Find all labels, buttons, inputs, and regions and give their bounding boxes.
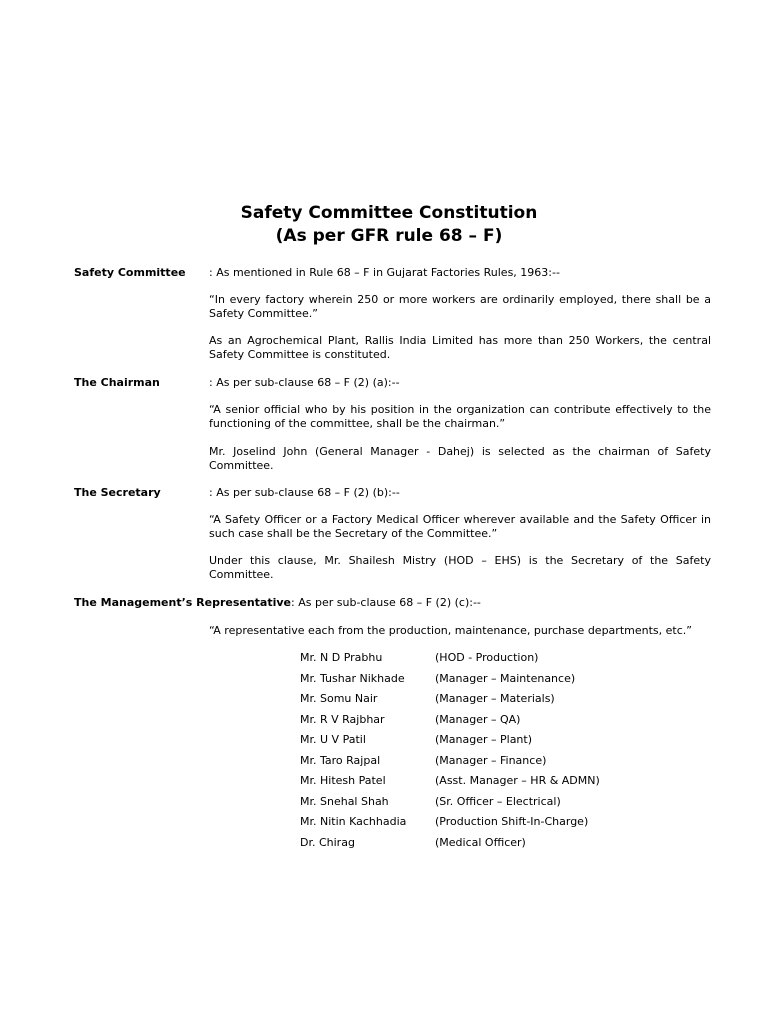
member-role: (Manager – Finance)	[435, 753, 547, 767]
member-role: (Asst. Manager – HR & ADMN)	[435, 774, 600, 787]
chairman-note: Mr. Joselind John (General Manager - Dahej) is selected as the chairman of Safety Committee.	[209, 445, 711, 472]
member-name: Mr. Snehal Shah	[300, 794, 389, 808]
page-title	[0, 202, 768, 248]
member-role: (Manager – Maintenance)	[435, 671, 576, 685]
chairman-intro: : As per sub-clause 68 – F (2) (a):--	[209, 376, 400, 389]
member-name: Mr. N D Prabhu	[300, 651, 383, 664]
member-role: (Manager – QA)	[435, 712, 521, 726]
member-name: Mr. Hitesh Patel	[300, 774, 386, 787]
section-label-chairman: The Chairman	[74, 376, 160, 389]
section-label-safety-committee: Safety Committee	[74, 266, 186, 279]
member-name: Mr. R V Rajbhar	[300, 712, 385, 726]
member-name: Mr. U V Patil	[300, 733, 366, 746]
member-role: (Production Shift-In-Charge)	[435, 815, 589, 828]
member-name: Mr. Tushar Nikhade	[300, 671, 405, 685]
member-name: Mr. Somu Nair	[300, 692, 378, 705]
section-label-secretary: The Secretary	[74, 486, 161, 499]
management-intro: : As per sub-clause 68 – F (2) (c):--	[291, 596, 481, 609]
chairman-quote: “A senior official who by his position in the organization can contribute effectively to the functioning of the committee, shall be the chairman.”	[209, 403, 711, 430]
member-role: (Sr. Officer – Electrical)	[435, 794, 561, 808]
title-line-2: (As per GFR rule 68 – F)	[275, 226, 503, 246]
member-name: Dr. Chirag	[300, 835, 355, 849]
member-role: (Manager – Materials)	[435, 692, 555, 705]
management-quote: “A representative each from the production, maintenance, purchase departments, etc.”	[209, 624, 692, 637]
member-role: (Medical Officer)	[435, 835, 526, 849]
secretary-intro: : As per sub-clause 68 – F (2) (b):--	[209, 486, 400, 499]
member-role: (Manager – Plant)	[435, 733, 533, 746]
member-role: (HOD - Production)	[435, 651, 539, 664]
secretary-note: Under this clause, Mr. Shailesh Mistry (HOD – EHS) is the Secretary of the Safety Committee.	[209, 554, 711, 581]
member-name: Mr. Taro Rajpal	[300, 753, 381, 767]
management-lead	[74, 596, 481, 610]
title-line-1: Safety Committee Constitution	[240, 203, 538, 223]
secretary-quote: “A Safety Officer or a Factory Medical Officer wherever available and the Safety Officer in such case shall be the Secretary of the Committee.”	[209, 513, 711, 540]
committee-quote: “In every factory wherein 250 or more workers are ordinarily employed, there shall be a Safety Committee.”	[209, 293, 711, 320]
section-label-management: The Management’s Representative	[74, 596, 292, 609]
committee-intro: : As mentioned in Rule 68 – F in Gujarat Factories Rules, 1963:--	[209, 266, 560, 279]
committee-note: As an Agrochemical Plant, Rallis India Limited has more than 250 Workers, the central Safety Committee is constituted.	[209, 334, 711, 361]
member-name: Mr. Nitin Kachhadia	[300, 815, 407, 828]
